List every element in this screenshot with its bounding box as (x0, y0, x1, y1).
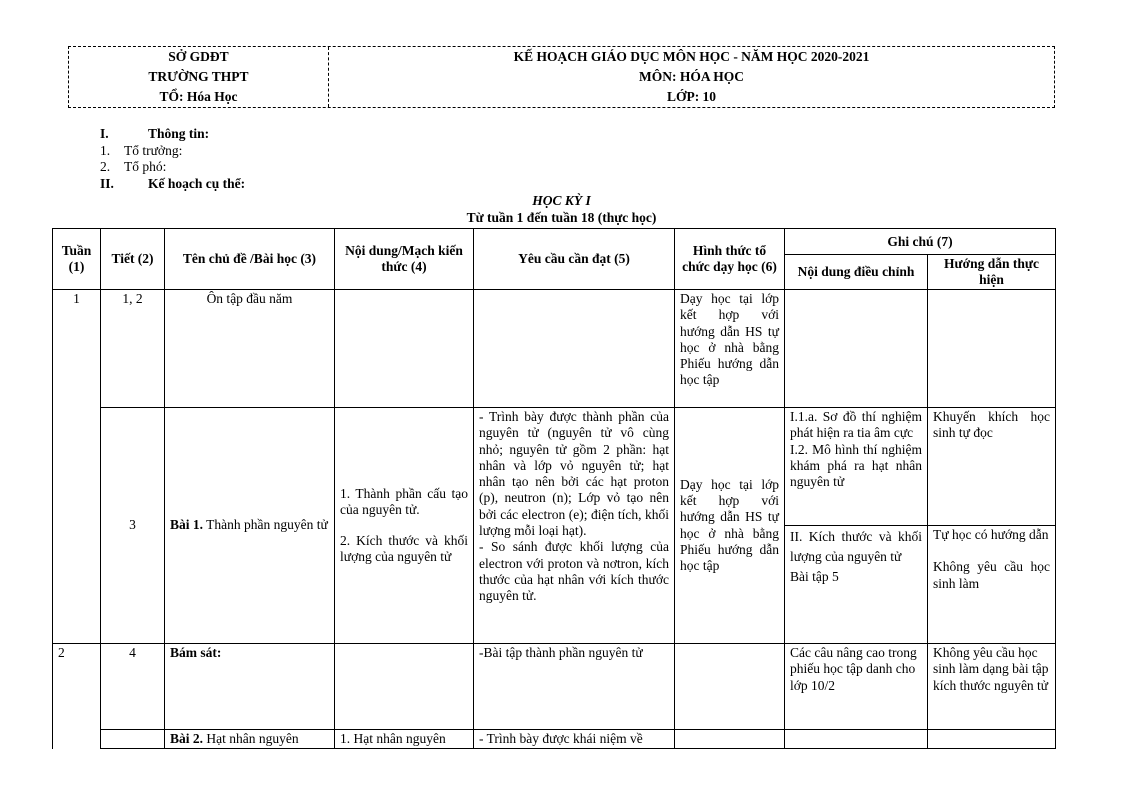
adjust-item: I.2. Mô hình thí nghiệm khám phá ra hạt nhân nguyên tử (790, 441, 922, 490)
content-item: 1. Thành phần cấu tạo của nguyên tử. (340, 485, 468, 518)
header-requirement: Yêu cầu cần đạt (5) (474, 229, 675, 290)
cell-adjust (785, 526, 928, 644)
cell-period: 4 (101, 644, 165, 730)
section-title: Thông tin: (148, 126, 210, 141)
department-name: SỞ GDĐT (168, 49, 229, 64)
cell-adjust: Các câu nâng cao trong phiếu học tập danh cho lớp 10/2 (785, 644, 928, 730)
school-name: TRƯỜNG THPT (148, 69, 249, 84)
header-week: Tuần (1) (53, 229, 101, 290)
cell-content: 1. Hạt nhân nguyên (335, 730, 474, 749)
table-row (53, 644, 1056, 730)
cell-requirement (474, 408, 675, 644)
header-topic: Tên chủ đề /Bài học (3) (165, 229, 335, 290)
leader-field: Tổ trưởng: (124, 142, 183, 158)
cell-requirement (474, 290, 675, 408)
cell-topic (165, 730, 335, 749)
semester-subtitle: Từ tuần 1 đến tuần 18 (thực học) (466, 210, 657, 225)
lesson-number: Bài 2. (170, 731, 204, 746)
cell-week (53, 730, 101, 749)
cell-guide (928, 290, 1056, 408)
cell-requirement: - Trình bày được khái niệm về (474, 730, 675, 749)
header-left (69, 47, 329, 107)
cell-topic: Ôn tập đầu năm (165, 290, 335, 408)
cell-form (675, 730, 785, 749)
cell-content (335, 408, 474, 644)
table-row (53, 408, 1056, 526)
grade-name: LỚP: 10 (666, 89, 717, 104)
cell-guide: Không yêu cầu học sinh làm dạng bài tập kích thước nguyên tử (928, 644, 1056, 730)
info-section (100, 126, 245, 192)
header-adjust: Nội dung điều chỉnh (785, 255, 928, 290)
section-number: I. (100, 126, 109, 141)
cell-form: Dạy học tại lớp kết hợp với hướng dẫn HS tự học ở nhà bằng Phiếu hướng dẫn học tập (675, 408, 785, 644)
plan-table (52, 228, 1056, 749)
cell-period: 3 (101, 408, 165, 644)
group-name: TỔ: Hóa Học (159, 89, 238, 104)
requirement-item: - So sánh được khối lượng của electron với proton và nơtron, kích thước của hạt nhân với kích thước nguyên tử. (479, 539, 669, 604)
cell-content (335, 644, 474, 730)
lesson-number: Bài 1. (170, 517, 204, 533)
deputy-field: Tổ phó: (124, 159, 167, 174)
header-content: Nội dung/Mạch kiến thức (4) (335, 229, 474, 290)
adjust-item: Bài tập 5 (790, 569, 839, 584)
adjust-item: I.1.a. Sơ đồ thí nghiệm phát hiện ra tia âm cực (790, 409, 922, 441)
header-right (329, 47, 1054, 107)
table-row (53, 730, 1056, 749)
cell-guide: Khuyến khích học sinh tự đọc (928, 408, 1056, 526)
header-guide: Hướng dẫn thực hiện (928, 255, 1056, 290)
header-form: Hình thức tổ chức dạy học (6) (675, 229, 785, 290)
cell-week: 2 (53, 644, 101, 730)
cell-form (675, 644, 785, 730)
table-row (53, 290, 1056, 408)
cell-period: 1, 2 (101, 290, 165, 408)
cell-adjust (785, 408, 928, 526)
cell-form: Dạy học tại lớp kết hợp với hướng dẫn HS tự học ở nhà bằng Phiếu hướng dẫn học tập (675, 290, 785, 408)
lesson-title: Hạt nhân nguyên (203, 731, 299, 746)
section-number: II. (100, 175, 114, 191)
cell-topic: Bám sát: (165, 644, 335, 730)
section-title: Kế hoạch cụ thể: (148, 175, 246, 191)
subject-name: MÔN: HÓA HỌC (639, 69, 744, 84)
cell-period (101, 730, 165, 749)
header-period: Tiết (2) (101, 229, 165, 290)
semester-title: HỌC KỲ I (532, 193, 591, 208)
cell-guide (928, 730, 1056, 749)
cell-requirement: -Bài tập thành phần nguyên tử (474, 644, 675, 730)
guide-item: Tự học có hướng dẫn (933, 527, 1049, 542)
item-number: 2. (100, 159, 111, 174)
header-note: Ghi chú (7) (785, 229, 1056, 255)
lesson-title: Thành phần nguyên tử (203, 517, 328, 533)
cell-adjust (785, 730, 928, 749)
plan-title: KẾ HOẠCH GIÁO DỤC MÔN HỌC - NĂM HỌC 2020-2021 (513, 49, 870, 64)
item-number: 1. (100, 142, 111, 158)
adjust-item: II. Kích thước và khối lượng của nguyên tử (790, 529, 922, 564)
cell-topic (165, 408, 335, 644)
guide-item: Không yêu cầu học sinh làm (933, 559, 1050, 591)
cell-week: 1 (53, 290, 101, 644)
cell-guide (928, 526, 1056, 644)
content-item: 2. Kích thước và khối lượng của nguyên tử (340, 532, 468, 564)
cell-adjust (785, 290, 928, 408)
document-header (68, 46, 1055, 108)
requirement-item: - Trình bày được thành phần của nguyên tử (nguyên tử vô cùng nhỏ; nguyên tử gồm 2 phần: hạt nhân và lớp vỏ nguyên tử; hạt nhân tạo nên bởi các hạt proton (p), neutron (n); Lớp vỏ tạo nên bởi các electron (e); điện tích, khối lượng mỗi loại hạt). (479, 409, 669, 539)
cell-content (335, 290, 474, 408)
